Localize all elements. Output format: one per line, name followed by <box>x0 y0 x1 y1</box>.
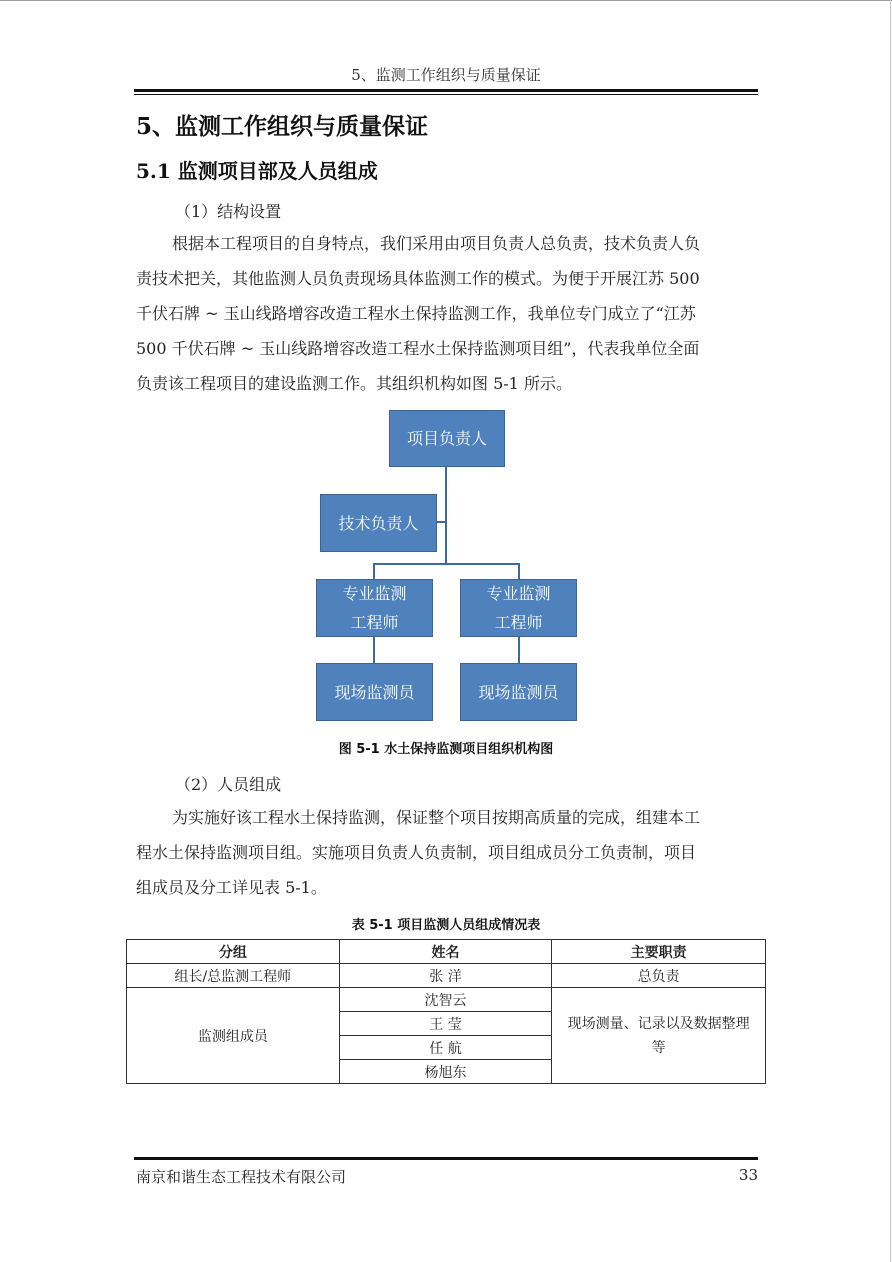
footer-company: 南京和谐生态工程技术有限公司 <box>136 1168 347 1186</box>
paragraph-line: 千伏石牌 ~ 玉山线路增容改造工程水土保持监测工作，我单位专门成立了“江苏 <box>136 304 696 323</box>
paragraph-line: 负责该工程项目的建设监测工作。其组织机构如图 5-1 所示。 <box>136 374 572 393</box>
footer-rule <box>134 1157 758 1160</box>
duty-line: 等 <box>651 1039 666 1056</box>
table-row <box>127 964 766 988</box>
figure-caption: 图 5-1 水土保持监测项目组织机构图 <box>338 742 554 757</box>
org-box-label: 工程师 <box>494 613 543 632</box>
page-right-border <box>890 0 891 1262</box>
page-top-border <box>0 0 892 1</box>
table-cell: 沈智云 <box>339 988 552 1012</box>
paragraph-line: 为实施好该工程水土保持监测，保证整个项目按期高质量的完成，组建本工 <box>172 808 701 827</box>
running-header: 5、监测工作组织与质量保证 <box>351 66 541 84</box>
page-number: 33 <box>738 1166 758 1184</box>
org-box-project-leader: 项目负责人 <box>389 410 505 467</box>
duty-line: 现场测量、记录以及数据整理 <box>567 1015 750 1032</box>
table-cell: 任 航 <box>339 1036 552 1060</box>
staff-table <box>126 939 766 1084</box>
structure-heading: （1）结构设置 <box>175 202 282 221</box>
connector-right-down <box>518 563 520 580</box>
table-row <box>127 988 766 1012</box>
connector-tech <box>436 521 446 523</box>
column-header: 主要职责 <box>552 940 766 964</box>
connector-main <box>445 466 447 564</box>
table-cell: 监测组成员 <box>127 988 340 1084</box>
table-cell: 总负责 <box>552 964 766 988</box>
connector-horizontal <box>374 563 520 565</box>
header-rule-thin <box>134 94 758 95</box>
paragraph-line: 程水土保持监测项目组。实施项目负责人负责制，项目组成员分工负责制，项目 <box>136 843 697 862</box>
org-box-label: 专业监测 <box>342 584 407 603</box>
connector-left-field <box>373 636 375 663</box>
section-title: 5、监测工作组织与质量保证 <box>136 113 429 140</box>
column-header: 姓名 <box>339 940 552 964</box>
column-header: 分组 <box>127 940 340 964</box>
table-cell: 张 洋 <box>339 964 552 988</box>
table-cell: 王 莹 <box>339 1012 552 1036</box>
connector-right-field <box>518 636 520 663</box>
org-box-field-left: 现场监测员 <box>316 663 433 721</box>
personnel-heading: （2）人员组成 <box>175 775 282 794</box>
org-box-tech-leader: 技术负责人 <box>320 494 437 552</box>
org-box-engineer-left <box>316 579 433 637</box>
org-box-field-right: 现场监测员 <box>460 663 577 721</box>
personnel-paragraph <box>136 800 758 905</box>
org-box-label: 专业监测 <box>486 584 551 603</box>
connector-left-down <box>373 563 375 580</box>
table-cell: 组长/总监测工程师 <box>127 964 340 988</box>
structure-paragraph <box>136 226 758 401</box>
paragraph-line: 组成员及分工详见表 5-1。 <box>136 878 327 897</box>
paragraph-line: 500 千伏石牌 ~ 玉山线路增容改造工程水土保持监测项目组”，代表我单位全面 <box>136 339 700 358</box>
paragraph-line: 根据本工程项目的自身特点，我们采用由项目负责人总负责，技术负责人负 <box>172 234 701 253</box>
org-box-engineer-right <box>460 579 577 637</box>
paragraph-line: 责技术把关，其他监测人员负责现场具体监测工作的模式。为便于开展江苏 500 <box>136 269 700 288</box>
subsection-title: 5.1 监测项目部及人员组成 <box>136 159 378 183</box>
table-cell-duty <box>552 988 766 1084</box>
org-box-label: 工程师 <box>350 613 399 632</box>
table-header-row <box>127 940 766 964</box>
header-rule-thick <box>134 89 758 92</box>
table-caption: 表 5-1 项目监测人员组成情况表 <box>351 918 541 933</box>
table-cell: 杨旭东 <box>339 1060 552 1084</box>
